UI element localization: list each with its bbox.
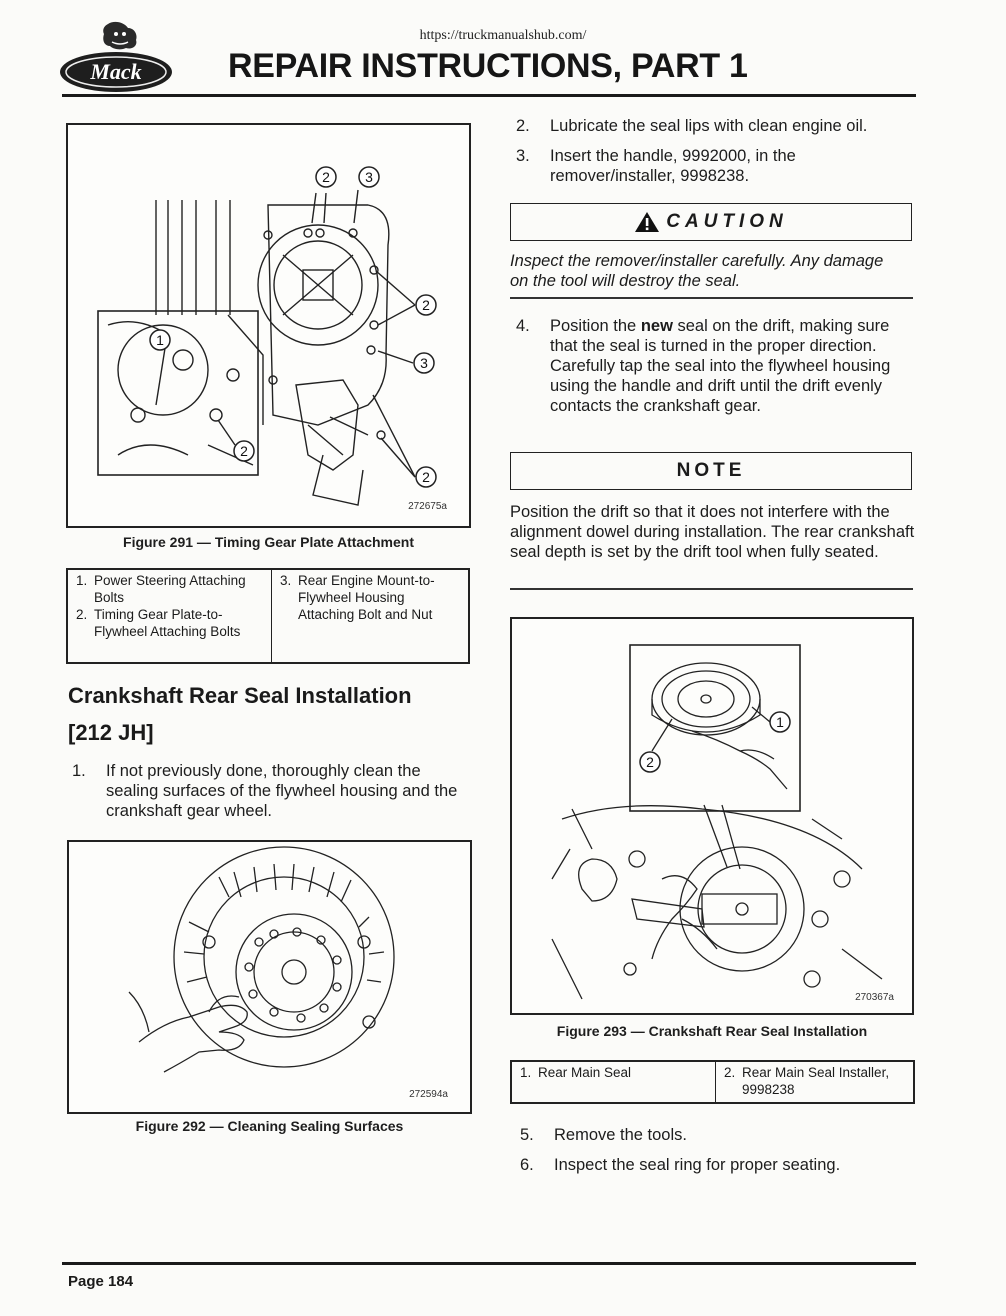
callout-3: 3 bbox=[365, 169, 373, 185]
mack-logo bbox=[58, 20, 176, 96]
svg-text:3: 3 bbox=[420, 355, 428, 371]
figure-292-caption: Figure 292 — Cleaning Sealing Surfaces bbox=[135, 1118, 404, 1134]
legend-item: 1. Power Steering Attaching Bolts bbox=[76, 573, 246, 605]
legend-item: 2. Timing Gear Plate-to-Flywheel Attaching Bolts bbox=[76, 607, 241, 639]
figure-291-legend bbox=[66, 568, 470, 664]
page-number: Page 184 bbox=[68, 1273, 134, 1290]
figure-293-caption: Figure 293 — Crankshaft Rear Seal Installation bbox=[556, 1023, 868, 1039]
figure-293-code: 270367a bbox=[855, 992, 894, 1003]
legend-item: 1. Rear Main Seal bbox=[520, 1065, 632, 1080]
source-url[interactable]: https://truckmanualshub.com/ bbox=[419, 28, 587, 43]
footer-rule bbox=[62, 1262, 916, 1265]
figure-293-legend bbox=[510, 1060, 915, 1104]
page-title: REPAIR INSTRUCTIONS, PART 1 bbox=[228, 47, 748, 85]
svg-text:2: 2 bbox=[422, 297, 430, 313]
callout-2: 2 bbox=[646, 754, 654, 770]
figure-291-code: 272675a bbox=[408, 501, 447, 512]
header-rule bbox=[62, 94, 916, 97]
figure-291-caption: Figure 291 — Timing Gear Plate Attachment bbox=[123, 534, 414, 550]
svg-text:2: 2 bbox=[240, 443, 248, 459]
note-rule bbox=[510, 588, 913, 590]
cleaning-surfaces-illustration bbox=[69, 842, 470, 1112]
seal-installation-illustration bbox=[512, 619, 912, 1013]
step-4: 4. Position the new seal on the drift, making sure that the seal is turned in the proper direction. Carefully tap the seal into the flywheel housing using the handle and drift until the drift evenly contacts the crankshaft gear. bbox=[516, 317, 891, 415]
figure-291-frame bbox=[66, 123, 471, 528]
note-text: Position the drift so that it does not interfere with the alignment dowel during installation. The rear crankshaft seal depth is set by the drift tool when fully seated. bbox=[510, 503, 915, 561]
callout-2: 2 bbox=[322, 169, 330, 185]
caution-text: Inspect the remover/installer carefully. Any damage on the tool will destroy the seal. bbox=[510, 252, 884, 290]
svg-text:2: 2 bbox=[422, 469, 430, 485]
figure-292-code: 272594a bbox=[409, 1089, 448, 1100]
legend-item: 2. Rear Main Seal Installer, 9998238 bbox=[724, 1065, 890, 1097]
note-label: NOTE bbox=[676, 460, 746, 481]
note-box bbox=[510, 452, 912, 490]
svg-text:Mack: Mack bbox=[90, 59, 142, 84]
caution-label: CAUTION bbox=[666, 211, 788, 232]
timing-gear-plate-illustration bbox=[68, 125, 469, 526]
callout-1: 1 bbox=[776, 714, 784, 730]
figure-292-frame bbox=[67, 840, 472, 1114]
caution-rule bbox=[510, 297, 913, 299]
legend-item: 3. Rear Engine Mount-to-Flywheel Housing Attaching Bolt and Nut bbox=[280, 573, 435, 622]
section-heading: Crankshaft Rear Seal Installation bbox=[68, 683, 412, 708]
step-1: 1. If not previously done, thoroughly clean the sealing surfaces of the flywheel housing and the crankshaft gear wheel. bbox=[72, 762, 458, 820]
step-3: 3. Insert the handle, 9992000, in the remover/installer, 9998238. bbox=[516, 147, 796, 185]
section-code: [212 JH] bbox=[68, 720, 154, 745]
step-2: 2. Lubricate the seal lips with clean engine oil. bbox=[516, 117, 868, 135]
step-5: 5. Remove the tools. bbox=[520, 1126, 687, 1144]
step-6: 6. Inspect the seal ring for proper seating. bbox=[520, 1156, 841, 1174]
caution-box bbox=[510, 203, 912, 241]
figure-293-frame bbox=[510, 617, 914, 1015]
callout-1: 1 bbox=[156, 332, 164, 348]
warning-icon bbox=[634, 211, 660, 233]
